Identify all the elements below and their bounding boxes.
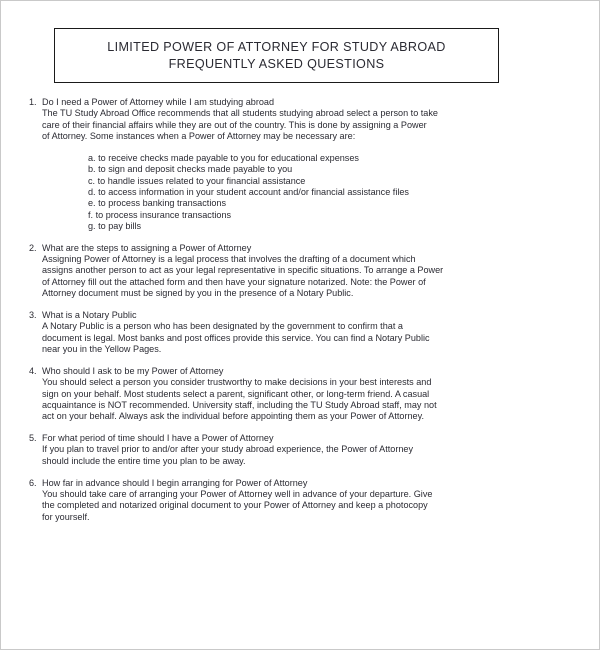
faq-question-text: What is a Notary Public xyxy=(42,310,137,320)
faq-question-number: 3. xyxy=(29,310,37,320)
faq-question-number: 2. xyxy=(29,242,37,253)
faq-answer-line: the completed and notarized original document to your Power of Attorney and keep a photocopy xyxy=(42,500,428,511)
faq-answer-line: of Attorney fill out the attached form and then have your signature notarized. Note: the Power of xyxy=(42,276,426,287)
faq-question xyxy=(29,310,589,321)
faq-sub-list-item: b. to sign and deposit checks made payable to you xyxy=(88,164,293,175)
faq-list xyxy=(29,97,589,534)
faq-answer-line: The TU Study Abroad Office recommends that all students studying abroad select a person to take xyxy=(42,108,438,119)
faq-answer xyxy=(29,377,589,422)
faq-question xyxy=(29,478,589,489)
faq-answer xyxy=(29,444,589,467)
faq-answer-line: You should select a person you consider trustworthy to make decisions in your best interests and xyxy=(42,377,432,388)
faq-question xyxy=(29,97,589,108)
faq-answer xyxy=(29,254,589,299)
faq-answer-line: Attorney document must be signed by you in the presence of a Notary Public. xyxy=(42,288,354,299)
faq-sub-list-item: a. to receive checks made payable to you for educational expenses xyxy=(88,152,359,163)
faq-question xyxy=(29,366,589,377)
document-title-line-1: LIMITED POWER OF ATTORNEY FOR STUDY ABROAD xyxy=(107,39,446,54)
faq-answer-line: care of their financial affairs while they are out of the country. This is done by assigning a Power xyxy=(42,119,427,130)
faq-item xyxy=(29,478,589,523)
faq-item xyxy=(29,97,589,232)
faq-answer-line: assigns another person to act as your legal representative in specific situations. To arrange a Power xyxy=(42,265,444,276)
document-title-line-2: FREQUENTLY ASKED QUESTIONS xyxy=(168,56,385,71)
faq-answer-line: of Attorney. Some instances when a Power of Attorney may be necessary are: xyxy=(42,131,356,142)
faq-question xyxy=(29,433,589,444)
faq-answer-line: acquaintance is NOT recommended. University staff, including the TU Study Abroad staff, may not xyxy=(42,399,437,410)
faq-sub-list xyxy=(29,153,589,232)
faq-item xyxy=(29,433,589,467)
faq-answer-line: A Notary Public is a person who has been designated by the government to confirm that a xyxy=(42,321,403,332)
faq-question-number: 1. xyxy=(29,97,37,107)
faq-item xyxy=(29,366,589,423)
faq-item xyxy=(29,243,589,300)
faq-answer xyxy=(29,489,589,523)
document-content-area xyxy=(1,1,598,648)
faq-item xyxy=(29,310,589,355)
faq-answer-line: If you plan to travel prior to and/or after your study abroad experience, the Power of Attorney xyxy=(42,444,414,455)
faq-question-text: For what period of time should I have a Power of Attorney xyxy=(42,433,274,444)
faq-sub-list-item: c. to handle issues related to your financial assistance xyxy=(88,175,306,186)
faq-question-text: What are the steps to assigning a Power of Attorney xyxy=(42,242,252,253)
faq-answer xyxy=(29,108,589,142)
document-title-box xyxy=(54,28,499,83)
faq-answer-line: Assigning Power of Attorney is a legal process that involves the drafting of a document which xyxy=(42,254,416,265)
faq-answer-line: should include the entire time you plan to be away. xyxy=(42,455,246,466)
faq-answer-line: document is legal. Most banks and post offices provide this service. You can find a Notary Public xyxy=(42,332,430,343)
faq-sub-list-item: e. to process banking transactions xyxy=(88,198,227,209)
faq-answer-line: sign on your behalf. Most students select a parent, significant other, or long-term friend. A casual xyxy=(42,388,430,399)
faq-answer-line: act on your behalf. Always ask the individual before appointing them as your Power of Attorney. xyxy=(42,411,424,422)
faq-sub-list-item: f. to process insurance transactions xyxy=(88,209,232,220)
faq-question-number: 5. xyxy=(29,433,37,444)
faq-question xyxy=(29,243,589,254)
faq-sub-list-item: d. to access information in your student account and/or financial assistance files xyxy=(88,186,409,197)
faq-sub-list-item: g. to pay bills xyxy=(88,220,142,231)
faq-question-text: How far in advance should I begin arranging for Power of Attorney xyxy=(42,477,308,488)
faq-answer-line: near you in the Yellow Pages. xyxy=(42,344,162,355)
faq-answer-line: You should take care of arranging your Power of Attorney well in advance of your departure. Give xyxy=(42,488,433,499)
faq-question-text: Who should I ask to be my Power of Attorney xyxy=(42,365,224,376)
faq-question-number: 4. xyxy=(29,365,37,376)
faq-question-number: 6. xyxy=(29,477,37,488)
faq-answer xyxy=(29,321,589,355)
faq-question-text: Do I need a Power of Attorney while I am studying abroad xyxy=(42,97,275,107)
faq-answer-line: for yourself. xyxy=(42,511,90,522)
